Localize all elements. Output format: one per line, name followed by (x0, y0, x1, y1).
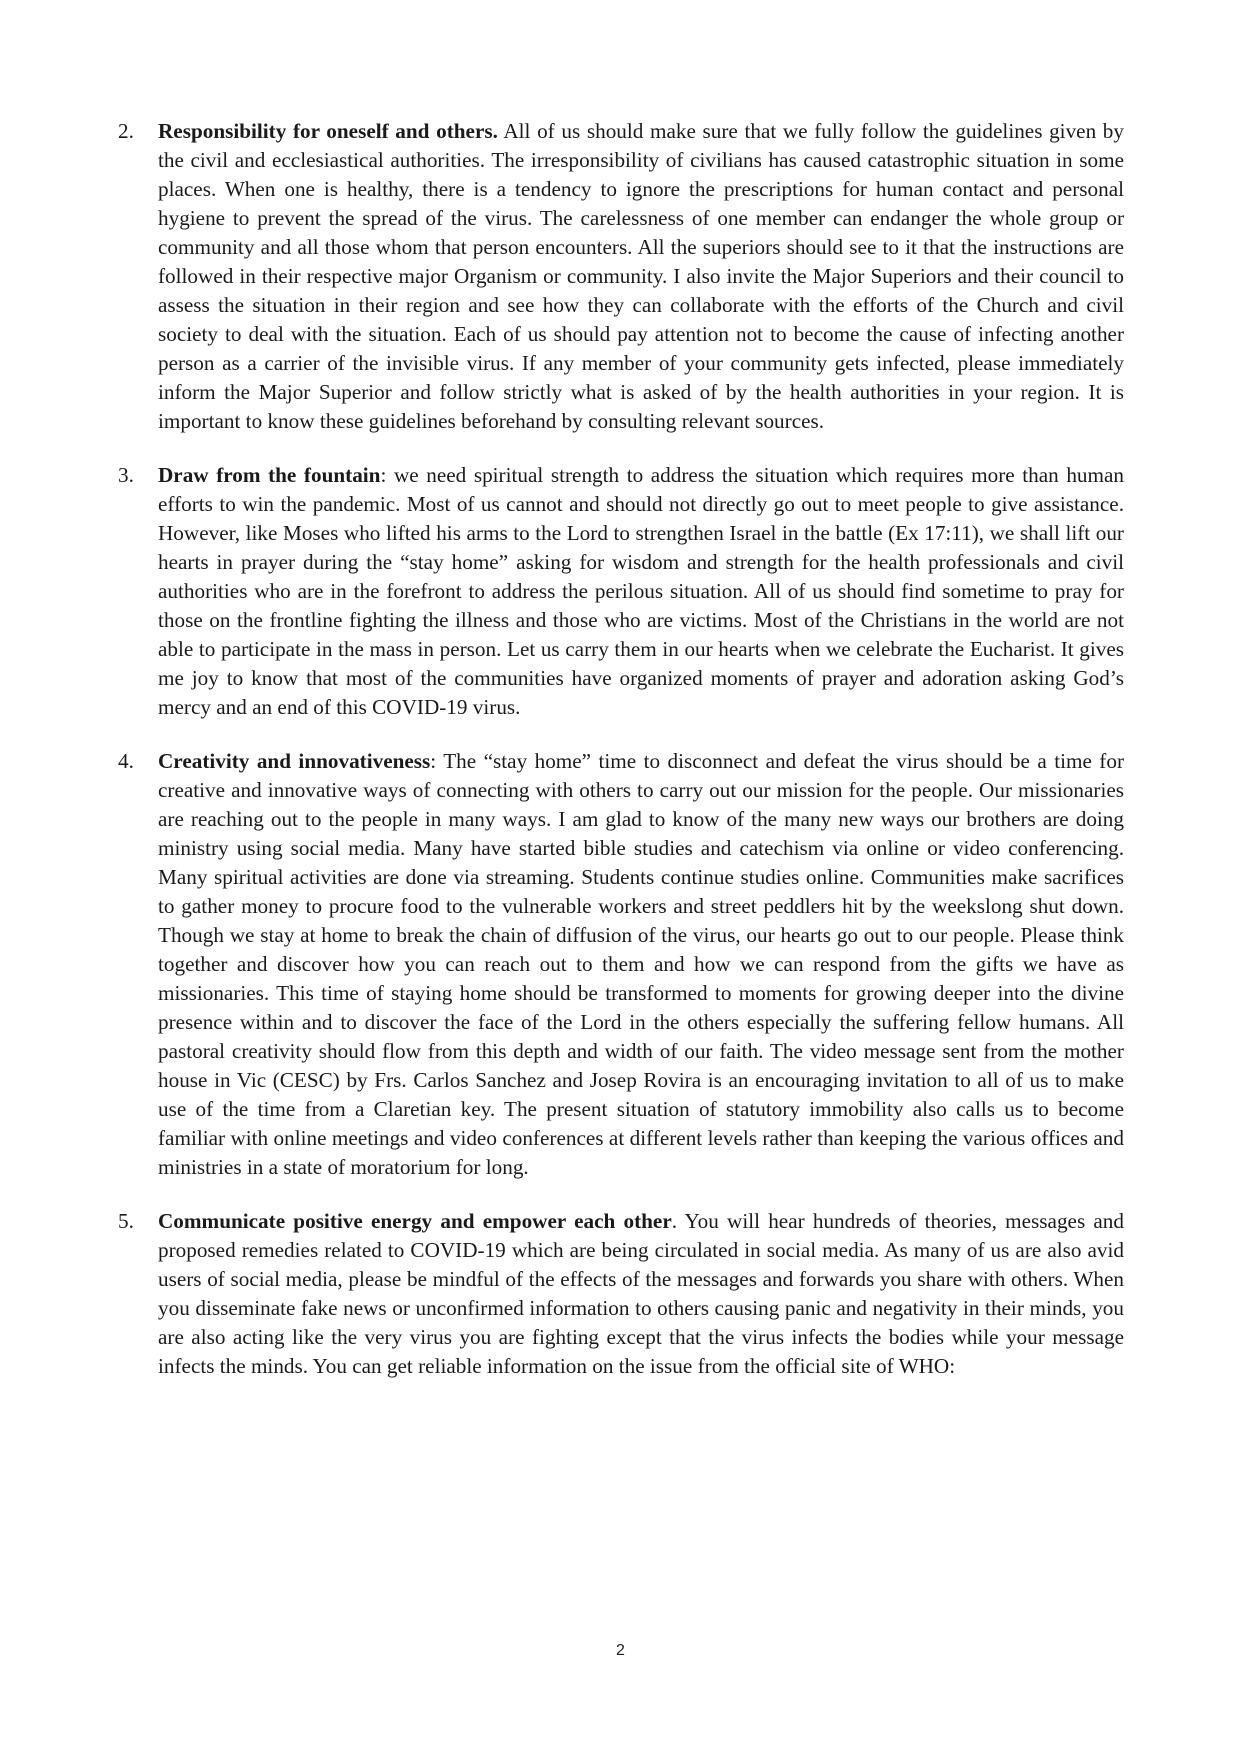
list-item-communicate (118, 1207, 1124, 1381)
list-item-responsibility (118, 117, 1124, 436)
list-item-heading: Responsibility for oneself and others. (158, 119, 498, 143)
list-item-number: 2. (118, 119, 134, 143)
list-item-body: : we need spiritual strength to address the situation which requires more than human efforts to win the pandemic. Most of us cannot and should not directly go out to meet people to give assistance. However, like Moses who lifted his arms to the Lord to strengthen Israel in the battle (Ex 17:11), we shall lift our hearts in prayer during the “stay home” asking for wisdom and strength for the health professionals and civil authorities who are in the forefront to address the perilous situation. All of us should find sometime to pray for those on the frontline fighting the illness and those who are victims. Most of the Christians in the world are not able to participate in the mass in person. Let us carry them in our hearts when we celebrate the Eucharist. It gives me joy to know that most of the communities have organized moments of prayer and adoration asking God’s mercy and an end of this COVID-19 virus. (158, 463, 1124, 719)
list-item-heading: Communicate positive energy and empower each other (158, 1209, 672, 1233)
list-item-creativity (118, 747, 1124, 1182)
list-item-heading: Creativity and innovativeness (158, 749, 431, 773)
list-item-body: . You will hear hundreds of theories, messages and proposed remedies related to COVID-19 which are being circulated in social media. As many of us are also avid users of social media, please be mindful of the effects of the messages and forwards you share with others. When you disseminate fake news or unconfirmed information to others causing panic and negativity in their minds, you are also acting like the very virus you are fighting except that the virus infects the bodies while your message infects the minds. You can get reliable information on the issue from the official site of WHO: (158, 1209, 1124, 1378)
list-item-body: : The “stay home” time to disconnect and defeat the virus should be a time for creative and innovative ways of connecting with others to carry out our mission for the people. Our missionaries are reaching out to the people in many ways. I am glad to know of the many new ways our brothers are doing ministry using social media. Many have started bible studies and catechism via online or video conferencing. Many spiritual activities are done via streaming. Students continue studies online. Communities make sacrifices to gather money to procure food to the vulnerable workers and street peddlers hit by the weekslong shut down. Though we stay at home to break the chain of diffusion of the virus, our hearts go out to our people. Please think together and discover how you can reach out to them and how we can respond from the gifts we have as missionaries. This time of staying home should be transformed to moments for growing deeper into the divine presence within and to discover the face of the Lord in the others especially the suffering fellow humans. All pastoral creativity should flow from this depth and width of our faith. The video message sent from the mother house in Vic (CESC) by Frs. Carlos Sanchez and Josep Rovira is an encouraging invitation to all of us to make use of the time from a Claretian key. The present situation of statutory immobility also calls us to become familiar with online meetings and video conferences at different levels rather than keeping the various offices and ministries in a state of moratorium for long. (158, 749, 1124, 1179)
list-item-draw-from-fountain (118, 461, 1124, 722)
list-item-heading: Draw from the fountain (158, 463, 381, 487)
list-item-number: 3. (118, 463, 134, 487)
page-number: 2 (616, 1642, 625, 1659)
list-item-number: 5. (118, 1209, 134, 1233)
document-page (118, 117, 1124, 1406)
list-item-number: 4. (118, 749, 134, 773)
list-item-body: All of us should make sure that we fully follow the guidelines given by the civil and ecclesiastical authorities. The irresponsibility of civilians has caused catastrophic situation in some places. When one is healthy, there is a tendency to ignore the prescriptions for human contact and personal hygiene to prevent the spread of the virus. The carelessness of one member can endanger the whole group or community and all those whom that person encounters. All the superiors should see to it that the instructions are followed in their respective major Organism or community. I also invite the Major Superiors and their council to assess the situation in their region and see how they can collaborate with the efforts of the Church and civil society to deal with the situation. Each of us should pay attention not to become the cause of infecting another person as a carrier of the invisible virus. If any member of your community gets infected, please immediately inform the Major Superior and follow strictly what is asked of by the health authorities in your region. It is important to know these guidelines beforehand by consulting relevant sources. (158, 119, 1124, 433)
